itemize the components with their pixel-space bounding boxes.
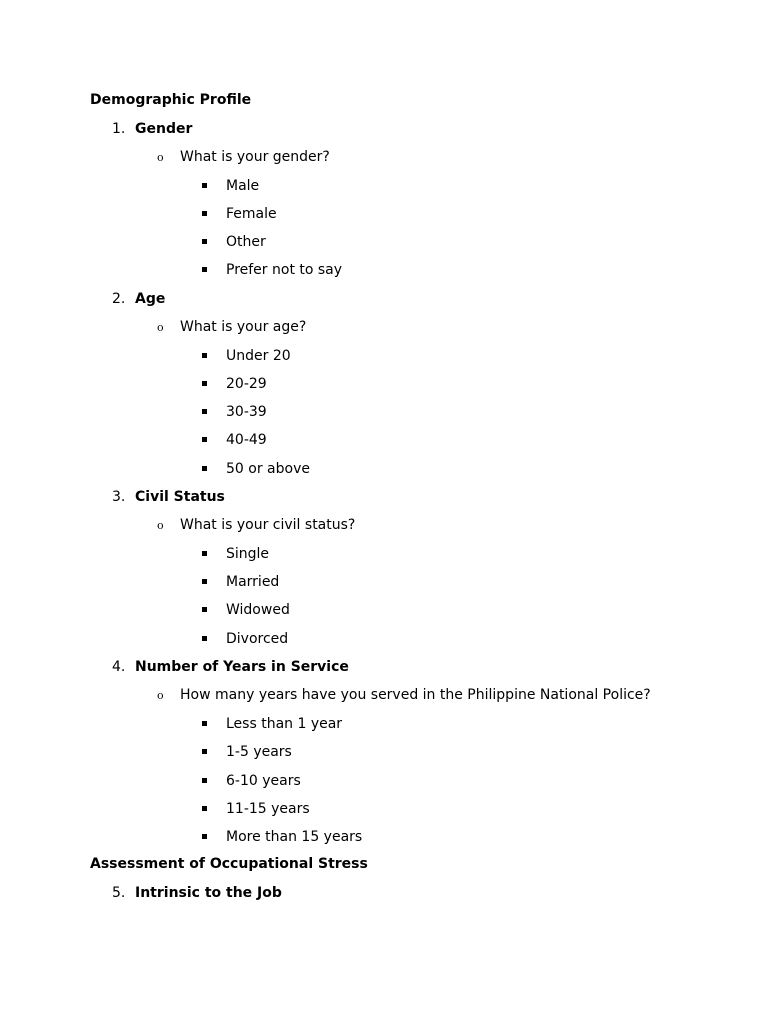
- square-bullet-icon: [202, 834, 207, 839]
- option-text: Widowed: [226, 602, 290, 618]
- section-heading-assessment: Assessment of Occupational Stress: [90, 856, 368, 872]
- option-text: Prefer not to say: [226, 262, 343, 278]
- option-text: 11-15 years: [226, 801, 310, 817]
- item-number: 1.: [112, 121, 126, 137]
- square-bullet-icon: [202, 466, 207, 471]
- option-text: Other: [226, 234, 266, 250]
- square-bullet-icon: [202, 437, 207, 442]
- item-title-intrinsic-to-the-job: Intrinsic to the Job: [135, 885, 282, 901]
- square-bullet-icon: [202, 353, 207, 358]
- item-number: 3.: [112, 489, 126, 505]
- option-text: 20-29: [226, 376, 267, 392]
- option-text: Single: [226, 546, 270, 562]
- circle-bullet-icon: o: [157, 689, 164, 702]
- item-number: 5.: [112, 885, 126, 901]
- option-text: Less than 1 year: [226, 716, 343, 732]
- circle-bullet-icon: o: [157, 151, 164, 164]
- item-number: 4.: [112, 659, 126, 675]
- square-bullet-icon: [202, 579, 207, 584]
- item-title-age: Age: [135, 291, 166, 307]
- question-years-in-service: How many years have you served in the Philippine National Police?: [180, 687, 651, 703]
- square-bullet-icon: [202, 721, 207, 726]
- square-bullet-icon: [202, 211, 207, 216]
- square-bullet-icon: [202, 607, 207, 612]
- item-title-civil-status: Civil Status: [135, 489, 225, 505]
- option-text: 6-10 years: [226, 773, 301, 789]
- item-number: 2.: [112, 291, 126, 307]
- circle-bullet-icon: o: [157, 519, 164, 532]
- option-text: Male: [226, 178, 260, 194]
- option-text: 50 or above: [226, 461, 310, 477]
- item-title-years-in-service: Number of Years in Service: [135, 659, 349, 675]
- option-text: Divorced: [226, 631, 289, 647]
- option-text: Under 20: [226, 348, 291, 364]
- item-title-gender: Gender: [135, 121, 193, 137]
- option-text: 30-39: [226, 404, 267, 420]
- question-age: What is your age?: [180, 319, 307, 335]
- option-text: Female: [226, 206, 277, 222]
- square-bullet-icon: [202, 239, 207, 244]
- square-bullet-icon: [202, 778, 207, 783]
- square-bullet-icon: [202, 636, 207, 641]
- square-bullet-icon: [202, 806, 207, 811]
- option-text: More than 15 years: [226, 829, 363, 845]
- option-text: Married: [226, 574, 280, 590]
- square-bullet-icon: [202, 183, 207, 188]
- square-bullet-icon: [202, 267, 207, 272]
- square-bullet-icon: [202, 551, 207, 556]
- option-text: 1-5 years: [226, 744, 292, 760]
- question-gender: What is your gender?: [180, 149, 330, 165]
- square-bullet-icon: [202, 409, 207, 414]
- question-civil-status: What is your civil status?: [180, 517, 356, 533]
- section-heading-demographic: Demographic Profile: [90, 92, 252, 108]
- square-bullet-icon: [202, 381, 207, 386]
- option-text: 40-49: [226, 432, 267, 448]
- circle-bullet-icon: o: [157, 321, 164, 334]
- square-bullet-icon: [202, 749, 207, 754]
